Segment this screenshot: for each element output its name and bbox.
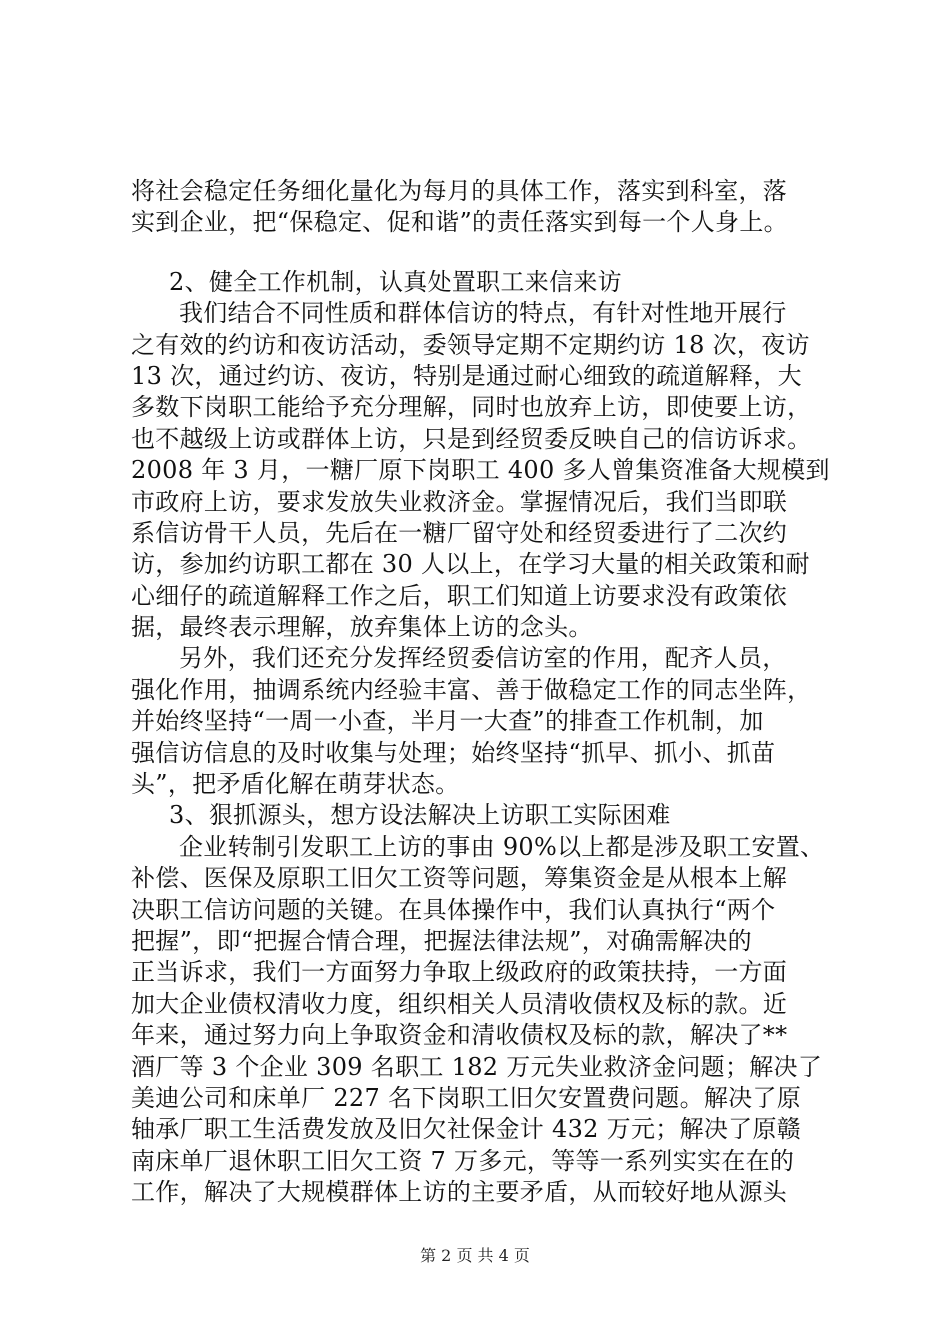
text-line: 将社会稳定任务细化量化为每月的具体工作，落实到科室，落: [131, 177, 788, 205]
text-line: 正当诉求，我们一方面努力争取上级政府的政策扶持，一方面: [131, 958, 788, 987]
page-footer: 第 2 页 共 4 页: [420, 1246, 530, 1265]
text-line: 把握”，即“把握合情合理，把握法律法规”，对确需解决的: [131, 926, 752, 955]
section-heading: 3、狠抓源头，想方设法解决上访职工实际困难: [169, 801, 671, 830]
section-heading: 2、健全工作机制，认真处置职工来信来访: [169, 267, 622, 296]
text-line: 并始终坚持“一周一小查，半月一大查”的排查工作机制，加: [131, 707, 764, 736]
text-line: 13 次，通过约访、夜访，特别是通过耐心细致的疏道解释，大: [131, 361, 802, 390]
text-line: 心细仔的疏道解释工作之后，职工们知道上访要求没有政策依: [131, 581, 788, 610]
text-line: 据，最终表示理解，放弃集体上访的念头。: [131, 613, 593, 642]
text-line: 强化作用，抽调系统内经验丰富、善于做稳定工作的同志坐阵，: [131, 675, 812, 704]
text-line: 强信访信息的及时收集与处理；始终坚持“抓早、抓小、抓苗: [131, 738, 776, 767]
text-line: 年来，通过努力向上争取资金和清收债权及标的款，解决了**: [131, 1021, 788, 1050]
text-line: 补偿、医保及原职工旧欠工资等问题，筹集资金是从根本上解: [131, 864, 788, 893]
text-line: 多数下岗职工能给予充分理解，同时也放弃上访，即使要上访，: [131, 393, 812, 422]
text-line: 我们结合不同性质和群体信访的特点，有针对性地开展行: [179, 299, 787, 328]
text-line: 2008 年 3 月，一糖厂原下岗职工 400 多人曾集资准备大规模到: [131, 456, 830, 485]
text-line: 系信访骨干人员，先后在一糖厂留守处和经贸委进行了二次约: [131, 518, 788, 547]
text-line: 酒厂等 3 个企业 309 名职工 182 万元失业救济金问题；解决了: [131, 1052, 823, 1081]
text-line: 头”，把矛盾化解在萌芽状态。: [131, 770, 460, 799]
text-line: 企业转制引发职工上访的事由 90%以上都是涉及职工安置、: [179, 832, 825, 861]
document-body: [131, 176, 831, 1209]
text-line: 美迪公司和床单厂 227 名下岗职工旧欠安置费问题。解决了原: [131, 1083, 802, 1112]
text-line: 南床单厂退休职工旧欠工资 7 万多元，等等一系列实实在在的: [131, 1146, 795, 1175]
text-line: 也不越级上访或群体上访，只是到经贸委反映自己的信访诉求。: [131, 424, 812, 453]
text-line: 轴承厂职工生活费发放及旧欠社保金计 432 万元；解决了原赣: [131, 1115, 802, 1144]
text-line: 访，参加约访职工都在 30 人以上，在学习大量的相关政策和耐: [131, 550, 810, 579]
text-line: 工作，解决了大规模群体上访的主要矛盾，从而较好地从源头: [131, 1178, 788, 1207]
text-line: 加大企业债权清收力度，组织相关人员清收债权及标的款。近: [131, 989, 788, 1018]
text-line: 实到企业，把“保稳定、促和谐”的责任落实到每一个人身上。: [131, 208, 788, 237]
text-line: 之有效的约访和夜访活动，委领导定期不定期约访 18 次，夜访: [131, 330, 810, 359]
paragraph-gap: [131, 239, 831, 267]
text-line: 决职工信访问题的关键。在具体操作中，我们认真执行“两个: [131, 895, 776, 924]
text-line: 市政府上访，要求发放失业救济金。掌握情况后，我们当即联: [131, 487, 788, 516]
text-line: 另外，我们还充分发挥经贸委信访室的作用，配齐人员，: [179, 644, 787, 673]
